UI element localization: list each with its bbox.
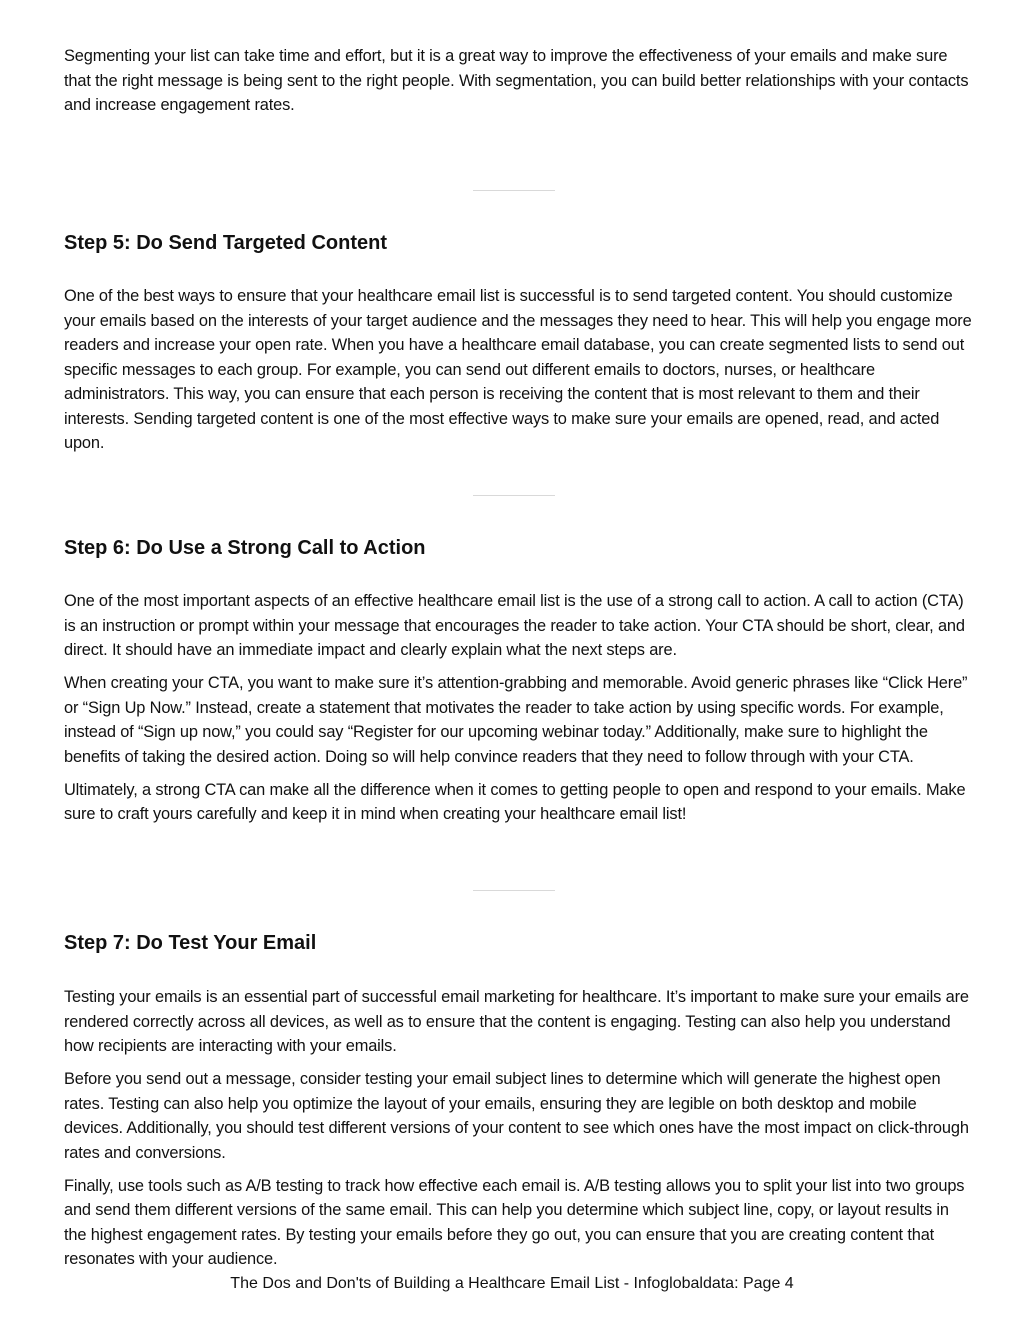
step7-heading-wrap [64,931,972,955]
step5-heading: Step 5: Do Send Targeted Content [64,232,387,254]
step7-heading: Step 7: Do Test Your Email [64,932,317,954]
step6-heading-wrap [64,536,972,560]
section-divider [473,495,555,496]
intro-paragraph: Segmenting your list can take time and effort, but it is a great way to improve the effectiveness of your emails and make sure that the right message is being sent to the right people. With segmentation, you can build better relationships with your contacts and increase engagement rates. [64,47,969,114]
step7-body [64,985,972,1280]
step6-heading: Step 6: Do Use a Strong Call to Action [64,537,426,559]
step7-paragraph-2: Before you send out a message, consider testing your email subject lines to determine which will generate the highest open rates. Testing can also help you optimize the layout of your emails, ensuring they are legible on both desktop and mobile devices. Additionally, you should test different versions of your content to see which ones have the most impact on click-through rates and conversions. [64,1070,969,1162]
step6-paragraph-1: One of the most important aspects of an effective healthcare email list is the use of a strong call to action. A call to action (CTA) is an instruction or prompt within your message that encourages the reader to take action. Your CTA should be short, clear, and direct. It should have an immediate impact and clearly explain what the next steps are. [64,592,965,659]
section-divider [473,890,555,891]
step5-paragraph-1: One of the best ways to ensure that your healthcare email list is successful is to send targeted content. You should customize your emails based on the interests of your target audience and the messages they need to hear. This will help you engage more readers and increase your open rate. When you have a healthcare email database, you can create segmented lists to send out specific messages to each group. For example, you can send out different emails to doctors, nurses, or healthcare administrators. This way, you can ensure that each person is receiving the content that is most relevant to them and their interests. Sending targeted content is one of the most effective ways to make sure your emails are opened, read, and acted upon. [64,287,972,452]
page-footer: The Dos and Don'ts of Building a Healthcare Email List - Infoglobaldata: Page 4 [230,1275,794,1292]
step7-paragraph-1: Testing your emails is an essential part of successful email marketing for healthcare. It’s important to make sure your emails are rendered correctly across all devices, as well as to ensure that the content is engaging. Testing can also help you understand how recipients are interacting with your emails. [64,988,969,1055]
step7-paragraph-3: Finally, use tools such as A/B testing to track how effective each email is. A/B testing allows you to split your list into two groups and send them different versions of the same email. This can help you determine which subject line, copy, or layout results in the highest engagement rates. By testing your emails before they go out, you can ensure that you are creating content that resonates with your audience. [64,1176,965,1268]
step6-body [64,589,972,835]
intro-section [64,44,972,126]
step6-paragraph-2: When creating your CTA, you want to make sure it’s attention-grabbing and memorable. Avoid generic phrases like “Click Here” or “Sign Up Now.” Instead, create a statement that motivates the reader to take action by using specific words. For example, instead of “Sign up now,” you could say “Register for our upcoming webinar today.” Additionally, make sure to highlight the benefits of taking the desired action. Doing so will help convince readers that they need to follow through with your CTA. [64,674,968,766]
step5-body [64,284,972,464]
step6-paragraph-3: Ultimately, a strong CTA can make all the difference when it comes to getting people to open and respond to your emails. Make sure to craft yours carefully and keep it in mind when creating your healthcare email list! [64,780,966,823]
section-divider [473,190,555,191]
step5-heading-wrap [64,231,972,255]
